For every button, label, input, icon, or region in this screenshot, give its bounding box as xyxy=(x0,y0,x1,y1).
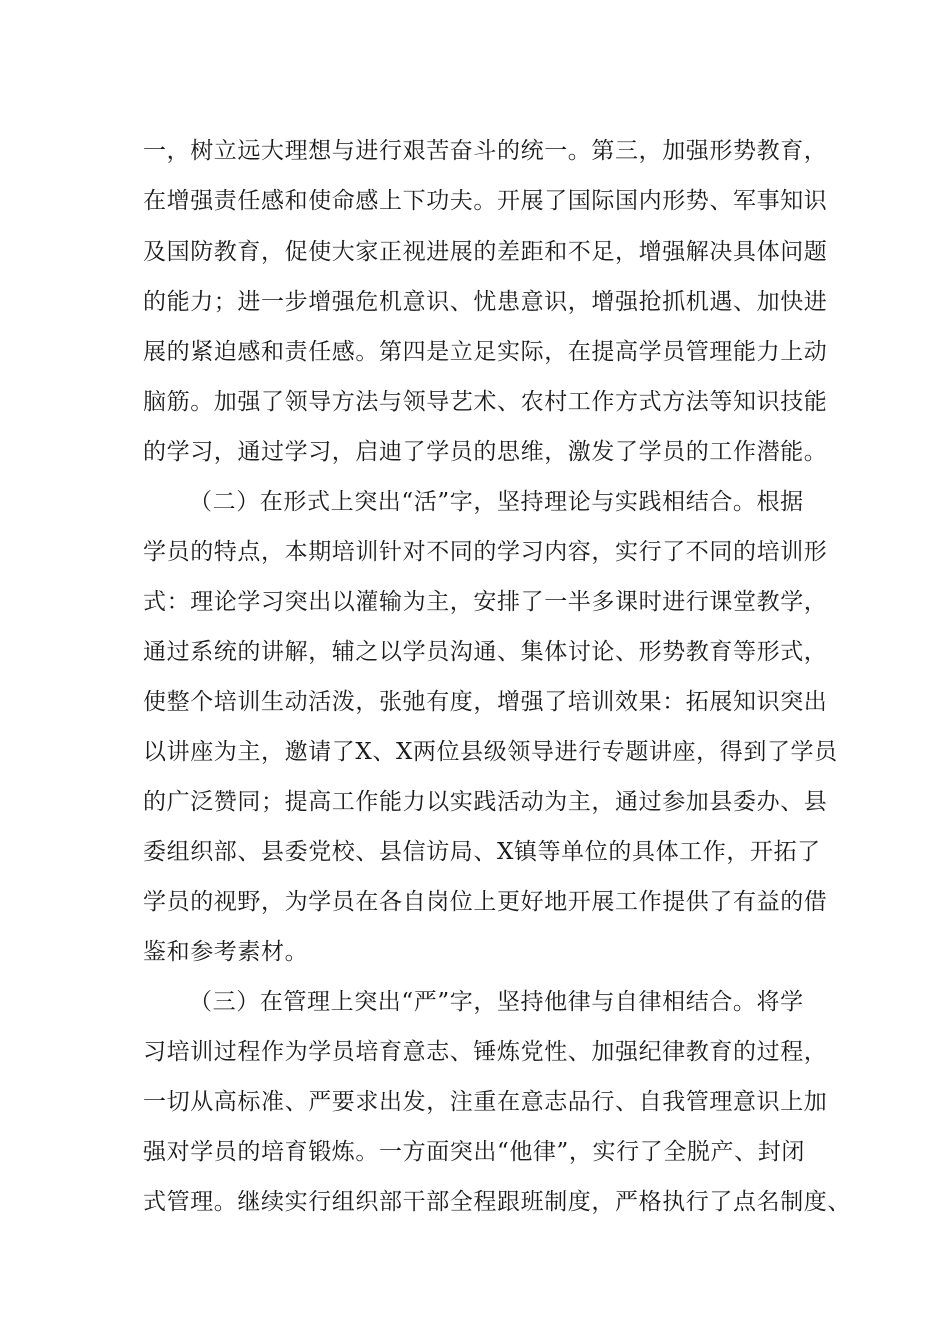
text-line: 习培训过程作为学员培育意志、锤炼党性、加强纪律教育的过程， xyxy=(143,1039,828,1065)
text-line: 的能力；进一步增强危机意识、忧患意识，增强抢抓机遇、加快进 xyxy=(143,289,828,315)
text-line: 脑筋。加强了领导方法与领导艺术、农村工作方式方法等知识技能 xyxy=(143,389,828,415)
text-line: 式：理论学习突出以灌输为主，安排了一半多课时进行课堂教学， xyxy=(143,589,828,615)
text-line: 委组织部、县委党校、县信访局、X镇等单位的具体工作，开拓了 xyxy=(143,839,821,865)
text-line: 鉴和参考素材。 xyxy=(143,939,309,965)
text-line: 以讲座为主，邀请了X、X两位县级领导进行专题讲座，得到了学员 xyxy=(143,739,838,765)
text-line: 的广泛赞同；提高工作能力以实践活动为主，通过参加县委办、县 xyxy=(143,789,828,815)
text-line: 在增强责任感和使命感上下功夫。开展了国际国内形势、军事知识 xyxy=(143,188,828,214)
paragraph-heading-3: （三）在管理上突出“严”字，坚持他律与自律相结合。将学 xyxy=(189,989,804,1015)
paragraph-heading-2: （二）在形式上突出“活”字，坚持理论与实践相结合。根据 xyxy=(189,489,804,515)
text-line: 学员的特点，本期培训针对不同的学习内容，实行了不同的培训形 xyxy=(143,539,828,565)
text-line: 一切从高标准、严要求出发，注重在意志品行、自我管理意识上加 xyxy=(143,1089,828,1115)
text-line: 一，树立远大理想与进行艰苦奋斗的统一。第三，加强形势教育， xyxy=(143,138,828,164)
text-line: 及国防教育，促使大家正视进展的差距和不足，增强解决具体问题 xyxy=(143,239,828,265)
text-line: 展的紧迫感和责任感。第四是立足实际，在提高学员管理能力上动 xyxy=(143,339,828,365)
text-line: 通过系统的讲解，辅之以学员沟通、集体讨论、形势教育等形式， xyxy=(143,639,828,665)
text-line: 强对学员的培育锻炼。一方面突出“他律”，实行了全脱产、封闭 xyxy=(143,1139,805,1165)
text-line: 使整个培训生动活泼，张弛有度，增强了培训效果：拓展知识突出 xyxy=(143,689,828,715)
text-line: 式管理。继续实行组织部干部全程跟班制度，严格执行了点名制度、 xyxy=(143,1189,851,1215)
text-line: 学员的视野，为学员在各自岗位上更好地开展工作提供了有益的借 xyxy=(143,889,828,915)
text-line: 的学习，通过学习，启迪了学员的思维，激发了学员的工作潜能。 xyxy=(143,439,828,465)
